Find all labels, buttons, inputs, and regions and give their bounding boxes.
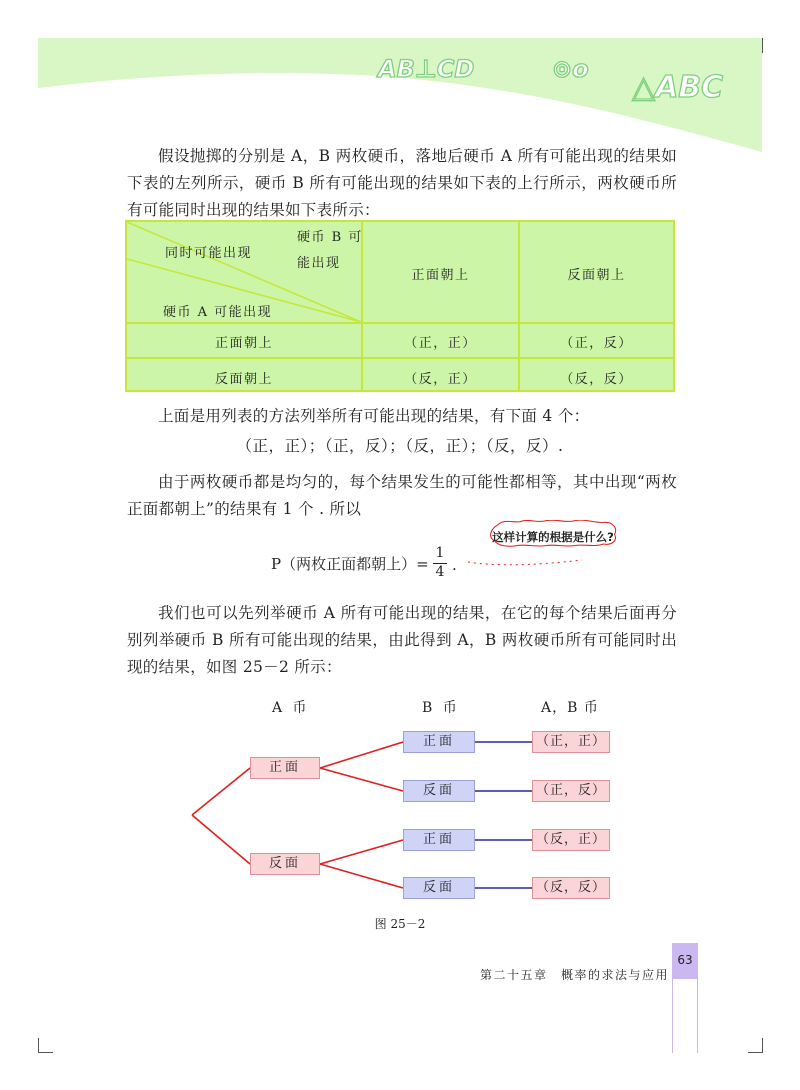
tree-node-b-heads-1: 正面 (403, 731, 475, 753)
header-symbol-triangle: △ABC (632, 70, 724, 105)
table-col-header-tails: 反面朝上 (567, 268, 626, 283)
tree-header-coins-ab: A，B 币 (541, 700, 599, 716)
tree-node-b-tails-2: 反面 (403, 877, 475, 899)
tree-outcome-heads-heads: （正，正） (532, 731, 610, 753)
page-number: 63 (672, 943, 698, 979)
table-corner-coin-b-line2: 能出现 (297, 256, 341, 271)
table-corner-coin-a: 硬币 A 可能出现 (163, 305, 273, 320)
table-corner-simultaneous: 同时可能出现 (165, 246, 253, 261)
formula-end-period: . (452, 556, 457, 574)
tree-intro-paragraph: 我们也可以先列举硬币 A 所有可能出现的结果，在它的每个结果后面再分别列举硬币 B 所有可能出现的结果，由此得到 A，B 两枚硬币所有可能同时出现的结果，如图 25－2 所示： (127, 604, 677, 676)
header-symbol-perpendicular: AB⊥CD (378, 55, 475, 83)
tree-node-b-heads-2: 正面 (403, 829, 475, 851)
intro-paragraph: 假设抛掷的分别是 A，B 两枚硬币，落地后硬币 A 所有可能出现的结果如下表的左列所示，硬币 B 所有可能出现的结果如下表的上行所示，两枚硬币所有可能同时出现的结果如下表所示： (127, 147, 677, 219)
tree-node-b-tails-1: 反面 (403, 780, 475, 802)
table-cell-heads-heads: （正，正） (404, 336, 477, 351)
table-cell-heads-tails: （正，反） (560, 336, 633, 351)
equal-likelihood-paragraph: 由于两枚硬币都是均匀的，每个结果发生的可能性都相等，其中出现“两枚正面都朝上”的结果有 1 个 . 所以 (127, 473, 677, 518)
chapter-title: 第二十五章 概率的求法与应用 (480, 968, 670, 982)
results-line: （正，正）；（正，反）；（反，正）；（反，反）. (236, 437, 564, 455)
tree-outcome-tails-heads: （反，正） (532, 829, 610, 851)
formula-denominator: 4 (435, 564, 445, 580)
table-corner-coin-b-line1: 硬币 B 可 (297, 230, 363, 245)
tree-outcome-tails-tails: （反，反） (532, 877, 610, 899)
tree-node-a-tails: 反面 (250, 853, 320, 875)
probability-formula-lhs: P（两枚正面都朝上）= (271, 555, 429, 573)
tree-header-coin-a: A 币 (272, 700, 310, 716)
tree-header-coin-b: B 币 (422, 700, 460, 716)
tree-node-a-heads: 正面 (250, 757, 320, 779)
formula-numerator: 1 (435, 545, 445, 561)
tree-outcome-heads-tails: （正，反） (532, 780, 610, 802)
table-cell-tails-heads: （反，正） (404, 372, 477, 387)
figure-caption: 图 25－2 (374, 917, 426, 931)
header-symbol-circles: ⊙o (552, 55, 589, 83)
list-sentence: 上面是用列表的方法列举所有可能出现的结果，有下面 4 个： (158, 407, 590, 425)
table-col-header-heads: 正面朝上 (411, 268, 470, 283)
table-row-label-heads: 正面朝上 (214, 336, 273, 351)
table-cell-tails-tails: （反，反） (560, 372, 633, 387)
table-row-label-tails: 反面朝上 (214, 372, 273, 387)
thought-bubble-text: 这样计算的根据是什么? (492, 530, 614, 544)
